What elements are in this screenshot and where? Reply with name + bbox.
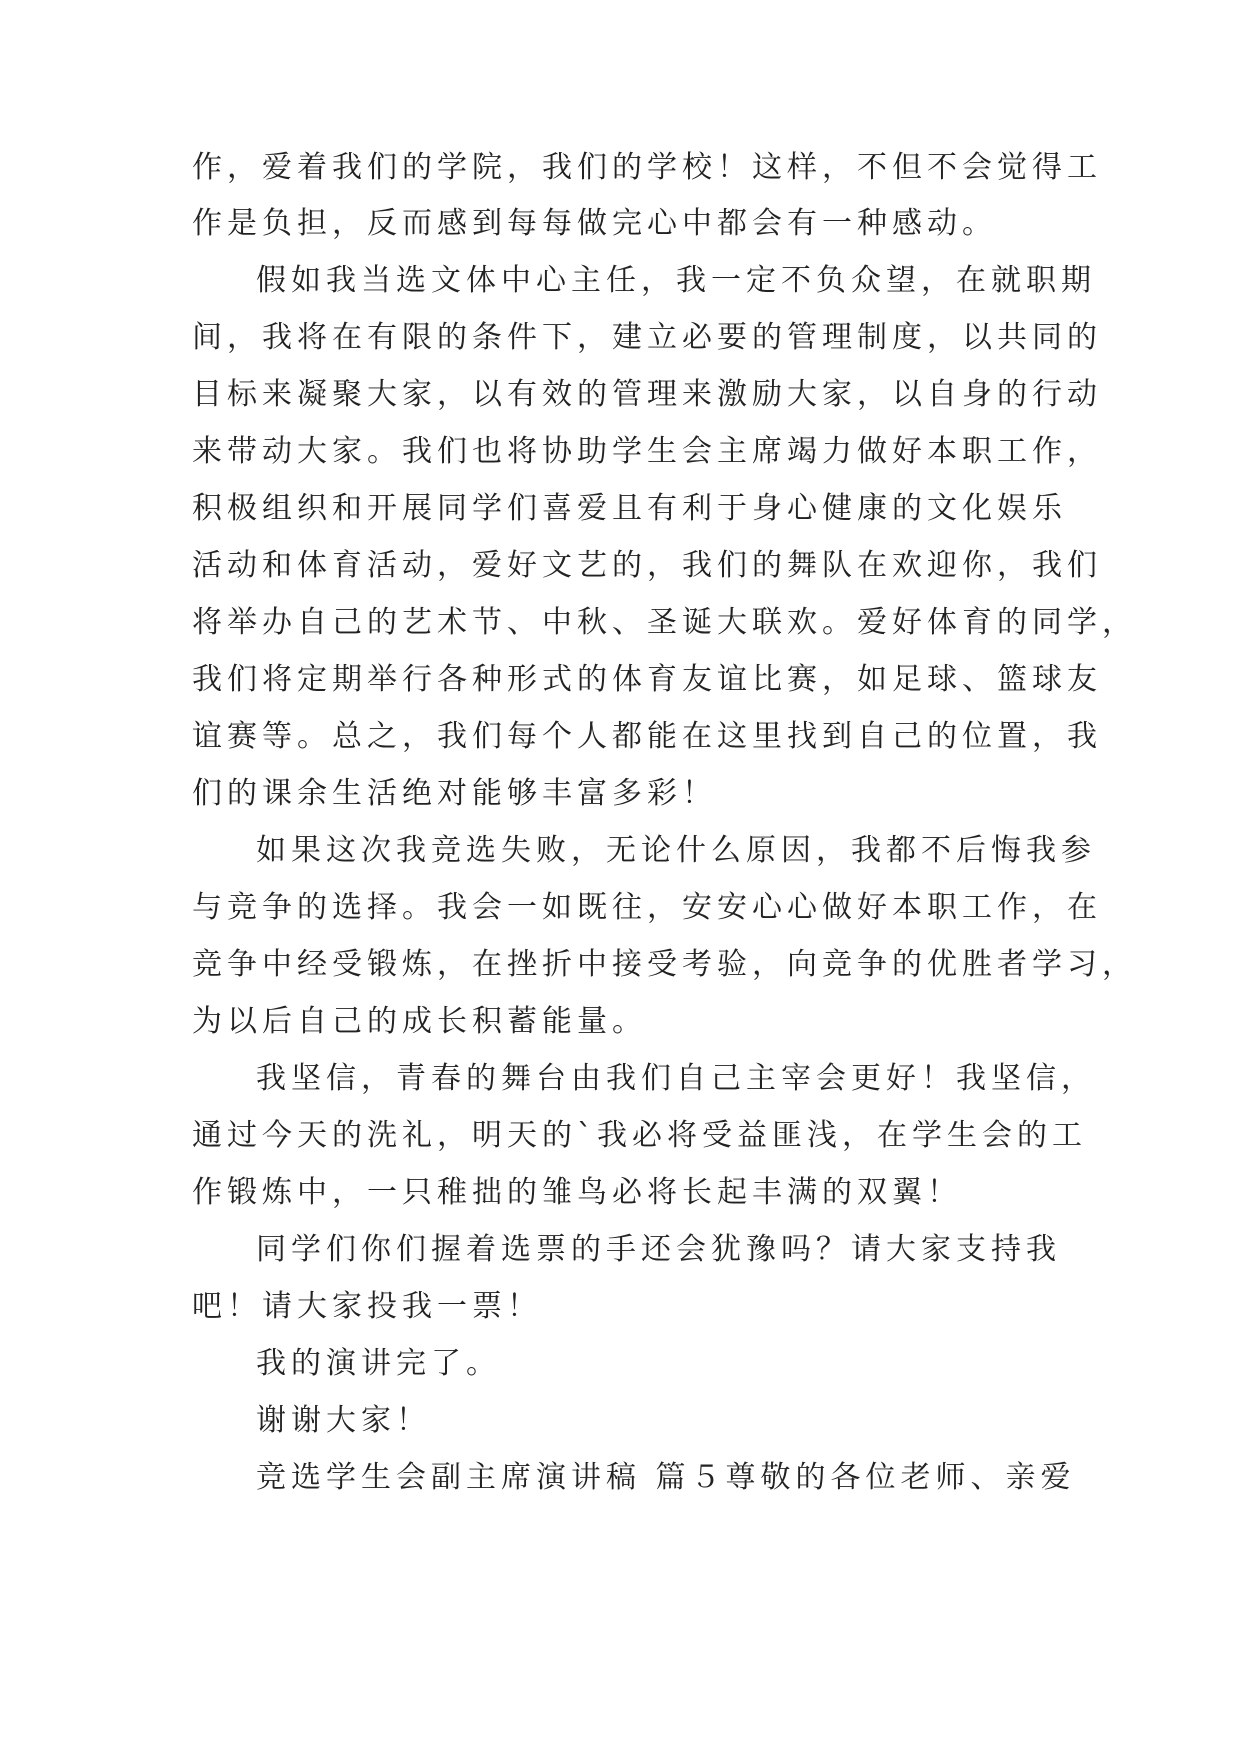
- text-line: 我的演讲完了。: [256, 1346, 501, 1381]
- text-line: 作是负担，反而感到每每做完心中都会有一种感动。: [192, 206, 997, 241]
- text-line: 谊赛等。总之，我们每个人都能在这里找到自己的位置，我: [192, 719, 1102, 754]
- text-line: 作，爱着我们的学院，我们的学校！这样，不但不会觉得工: [192, 150, 1102, 185]
- text-line: 将举办自己的艺术节、中秋、圣诞大联欢。爱好体育的同学，: [192, 605, 1137, 640]
- text-line: 们的课余生活绝对能够丰富多彩！: [192, 776, 717, 811]
- text-line: 目标来凝聚大家，以有效的管理来激励大家，以自身的行动: [192, 377, 1102, 412]
- text-line: 同学们你们握着选票的手还会犹豫吗？请大家支持我: [256, 1232, 1061, 1267]
- text-line: 与竞争的选择。我会一如既往，安安心心做好本职工作，在: [192, 890, 1102, 925]
- text-line: 吧！请大家投我一票！: [192, 1289, 542, 1324]
- text-line: 为以后自己的成长积蓄能量。: [192, 1004, 647, 1039]
- text-line: 积极组织和开展同学们喜爱且有利于身心健康的文化娱乐: [192, 491, 1067, 526]
- text-line: 谢谢大家！: [256, 1403, 431, 1438]
- text-line: 间，我将在有限的条件下，建立必要的管理制度，以共同的: [192, 320, 1102, 355]
- text-line: 竞选学生会副主席演讲稿 篇５尊敬的各位老师、亲爱: [256, 1460, 1076, 1495]
- text-line: 假如我当选文体中心主任，我一定不负众望，在就职期: [256, 263, 1096, 298]
- text-line: 来带动大家。我们也将协助学生会主席竭力做好本职工作，: [192, 434, 1102, 469]
- text-line: 通过今天的洗礼，明天的`我必将受益匪浅，在学生会的工: [192, 1118, 1087, 1153]
- text-line: 竞争中经受锻炼，在挫折中接受考验，向竞争的优胜者学习，: [192, 947, 1137, 982]
- text-line: 作锻炼中，一只稚拙的雏鸟必将长起丰满的双翼！: [192, 1175, 962, 1210]
- text-line: 我们将定期举行各种形式的体育友谊比赛，如足球、篮球友: [192, 662, 1102, 697]
- text-line: 如果这次我竞选失败，无论什么原因，我都不后悔我参: [256, 833, 1096, 868]
- text-line: 活动和体育活动，爱好文艺的，我们的舞队在欢迎你，我们: [192, 548, 1102, 583]
- text-line: 我坚信，青春的舞台由我们自己主宰会更好！我坚信，: [256, 1061, 1096, 1096]
